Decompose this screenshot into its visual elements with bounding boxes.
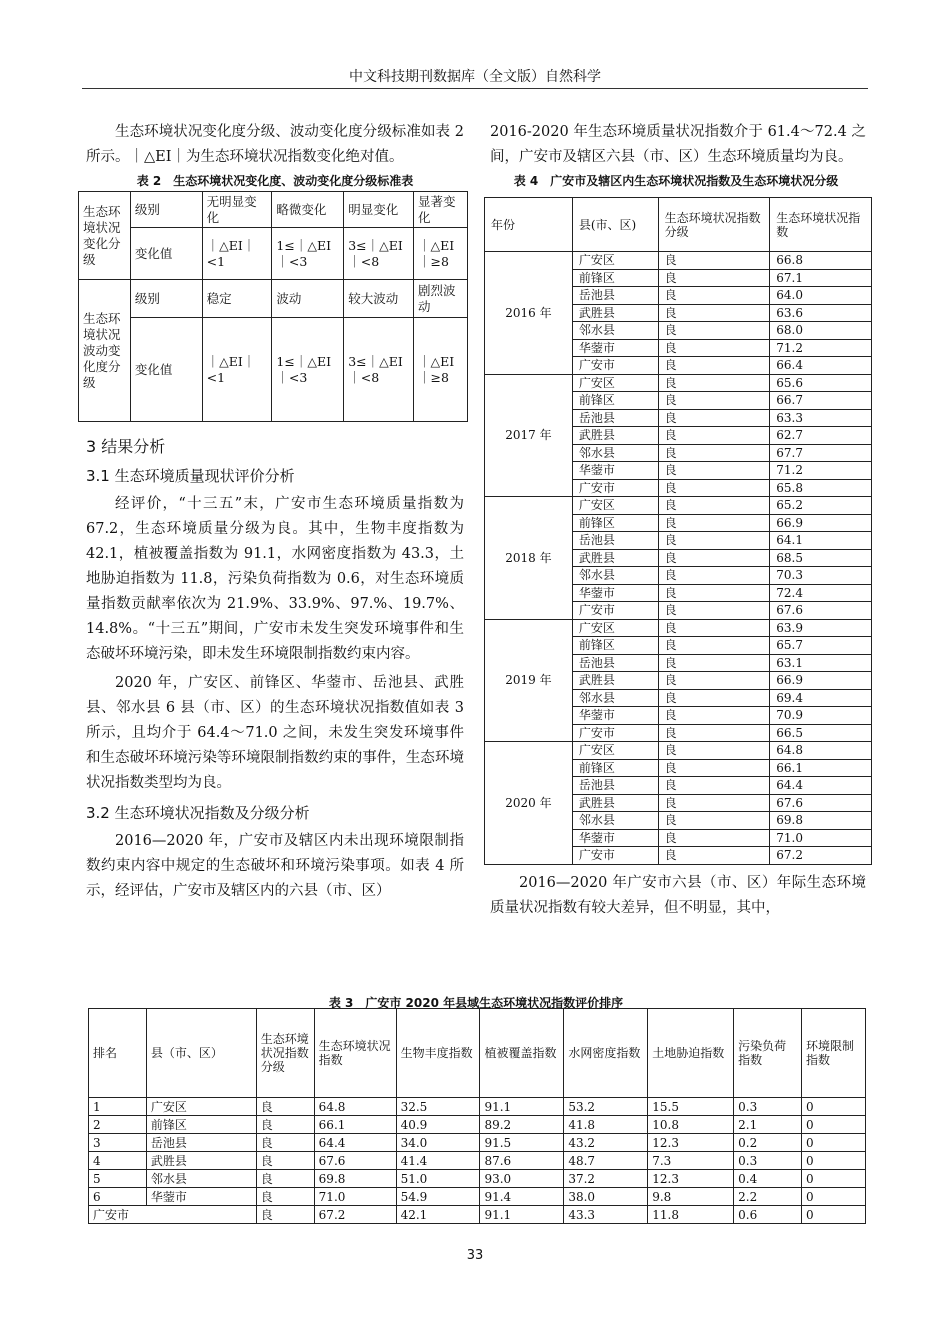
table4-cell: 武胜县 [572,304,658,322]
table3-total-row [89,1206,866,1224]
table4-cell: 68.0 [770,322,872,340]
table4-cell: 良 [658,322,770,340]
table3-cell: 良 [256,1170,314,1188]
table3-header: 环境限制指数 [802,1009,866,1098]
table4-year-cell: 2020 年 [485,742,573,865]
table3-cell: 5 [89,1170,147,1188]
table4-cell: 良 [658,409,770,427]
table3-cell: 0.3 [734,1098,802,1116]
table3-cell: 87.6 [480,1152,564,1170]
table4-cell: 邻水县 [572,567,658,585]
table3-cell: 岳池县 [146,1134,256,1152]
table3-row [89,1152,866,1170]
table4-cell: 良 [658,444,770,462]
table4-cell: 岳池县 [572,532,658,550]
table4-cell: 良 [658,847,770,865]
table4-cell: 岳池县 [572,777,658,795]
table4-cell: 良 [658,462,770,480]
table4-cell: 良 [658,252,770,270]
table4-year-cell: 2016 年 [485,252,573,375]
table2-cell: 波动 [272,280,344,318]
table3-cell: 广安区 [146,1098,256,1116]
table4-cell: 64.1 [770,532,872,550]
table4-header: 县(市、区) [572,198,658,252]
table3-header: 排名 [89,1009,147,1098]
table4-year-cell: 2019 年 [485,619,573,742]
table4-cell: 岳池县 [572,654,658,672]
table4-cell: 广安市 [572,847,658,865]
table4-cell: 63.1 [770,654,872,672]
table3-cell: 41.8 [564,1116,648,1134]
right-top-paragraph: 2016-2020 年生态环境质量状况指数介于 61.4～72.4 之间，广安市及辖区六县（市、区）生态环境质量均为良。 [490,124,866,165]
table3-cell: 67.6 [314,1152,396,1170]
table4-cell: 67.6 [770,602,872,620]
table3-cell: 良 [256,1134,314,1152]
table4-cell: 广安区 [572,497,658,515]
table3-cell: 6 [89,1188,147,1206]
left-column [83,120,464,908]
table2-cell: ｜△EI｜≥8 [414,228,468,280]
table3-cell: 12.3 [648,1134,734,1152]
table2-cell: 级别 [130,280,202,318]
table3-row [89,1134,866,1152]
table3-cell: 0 [802,1170,866,1188]
table4-cell: 良 [658,672,770,690]
table3-cell: 11.8 [648,1206,734,1224]
table3-cell: 66.1 [314,1116,396,1134]
table2-group1-label: 生态环境状况变化分级 [79,192,131,280]
table4-cell: 70.3 [770,567,872,585]
table2-cell: ｜△EI｜≥8 [414,318,468,422]
table3 [88,1008,866,1224]
table4-cell: 66.8 [770,252,872,270]
table3-header: 生物丰度指数 [396,1009,480,1098]
table4-cell: 广安市 [572,357,658,375]
table3-cell: 91.4 [480,1188,564,1206]
table3-cell: 91.1 [480,1098,564,1116]
table3-cell: 40.9 [396,1116,480,1134]
table3-cell: 良 [256,1098,314,1116]
table4-cell: 华蓥市 [572,339,658,357]
table4-cell: 良 [658,777,770,795]
table4-cell: 广安市 [572,479,658,497]
table3-cell: 0 [802,1206,866,1224]
table3-cell: 91.5 [480,1134,564,1152]
table4-year-cell: 2017 年 [485,374,573,497]
table3-cell: 武胜县 [146,1152,256,1170]
table2-cell: 1≤｜△EI｜<3 [272,318,344,422]
table4-cell: 广安区 [572,619,658,637]
table4-cell: 67.1 [770,269,872,287]
table3-row [89,1170,866,1188]
table4-cell: 前锋区 [572,392,658,410]
table4-cell: 良 [658,654,770,672]
header-rule [82,88,868,89]
table4-cell: 良 [658,567,770,585]
table4-cell: 广安市 [572,602,658,620]
table4-cell: 良 [658,742,770,760]
table3-cell: 良 [256,1206,314,1224]
table3-cell: 2.1 [734,1116,802,1134]
table4-cell: 65.6 [770,374,872,392]
table4-header: 年份 [485,198,573,252]
table3-cell: 0.4 [734,1170,802,1188]
paragraph-2: 2020 年，广安区、前锋区、华蓥市、岳池县、武胜县、邻水县 6 县（市、区）的生态环境状况指数值如表 3 所示，且均介于 64.4～71.0 之间，未发生突发环境事件和生态破坏环境污染等环境限制指数约束的事件，生态环境状况指数类型均为良。 [86,675,464,791]
table4-cell: 良 [658,549,770,567]
table3-row [89,1188,866,1206]
table3-cell: 广安市 [89,1206,257,1224]
table2-cell: ｜△EI｜<1 [202,228,272,280]
table4-cell: 广安区 [572,252,658,270]
table3-cell: 43.2 [564,1134,648,1152]
table3-caption: 表 3 广安市 2020 年县域生态环境状况指数评价排序 [328,996,624,1010]
table3-row [89,1098,866,1116]
table4-cell: 良 [658,829,770,847]
table3-cell: 69.8 [314,1170,396,1188]
table3-cell: 前锋区 [146,1116,256,1134]
table4 [484,197,872,865]
table4-cell: 良 [658,304,770,322]
table3-cell: 良 [256,1188,314,1206]
table4-cell: 良 [658,689,770,707]
table3-cell: 7.3 [648,1152,734,1170]
table4-cell: 71.2 [770,339,872,357]
table3-cell: 64.8 [314,1098,396,1116]
table3-cell: 41.4 [396,1152,480,1170]
table3-cell: 53.2 [564,1098,648,1116]
table3-cell: 32.5 [396,1098,480,1116]
table4-cell: 66.9 [770,514,872,532]
right-column [490,120,866,925]
table4-cell: 66.7 [770,392,872,410]
table3-cell: 9.8 [648,1188,734,1206]
table3-header: 植被覆盖指数 [480,1009,564,1098]
table3-cell: 2.2 [734,1188,802,1206]
table4-cell: 广安区 [572,374,658,392]
table2-cell: 明显变化 [344,192,414,228]
section-3-2-title: 3.2 生态环境状况指数及分级分析 [86,804,310,822]
table3-cell: 1 [89,1098,147,1116]
table3-cell: 15.5 [648,1098,734,1116]
table3-cell: 93.0 [480,1170,564,1188]
table2-group2-label: 生态环境状况波动变化度分级 [79,280,131,422]
table4-caption: 表 4 广安市及辖区内生态环境状况指数及生态环境状况分级 [513,174,839,188]
table3-cell: 2 [89,1116,147,1134]
table2-cell: 变化值 [130,318,202,422]
table4-cell: 63.9 [770,619,872,637]
table4-header: 生态环境状况指数分级 [658,198,770,252]
table4-cell: 良 [658,584,770,602]
table3-cell: 0.6 [734,1206,802,1224]
table3-cell: 10.8 [648,1116,734,1134]
table4-cell: 华蓥市 [572,584,658,602]
table4-cell: 62.7 [770,427,872,445]
section-3-1-title: 3.1 生态环境质量现状评价分析 [86,467,295,485]
table4-cell: 良 [658,374,770,392]
table2-cell: 略微变化 [272,192,344,228]
table2-cell: 1≤｜△EI｜<3 [272,228,344,280]
table3-header: 土地胁迫指数 [648,1009,734,1098]
table3-header: 污染负荷指数 [734,1009,802,1098]
table4-cell: 良 [658,497,770,515]
table4-cell: 前锋区 [572,637,658,655]
table2-cell: 级别 [130,192,202,228]
table4-cell: 良 [658,707,770,725]
table3-cell: 良 [256,1116,314,1134]
table4-cell: 良 [658,269,770,287]
right-bottom-paragraph: 2016—2020 年广安市六县（市、区）年际生态环境质量状况指数有较大差异，但不明显，其中， [490,874,866,916]
table4-cell: 64.4 [770,777,872,795]
table3-cell: 38.0 [564,1188,648,1206]
table4-cell: 66.4 [770,357,872,375]
table4-year-cell: 2018 年 [485,497,573,620]
table4-cell: 邻水县 [572,444,658,462]
table3-cell: 0 [802,1098,866,1116]
table2-cell: 较大波动 [344,280,414,318]
table3-cell: 71.0 [314,1188,396,1206]
table3-cell: 91.1 [480,1206,564,1224]
table4-cell: 64.8 [770,742,872,760]
table4-cell: 65.7 [770,637,872,655]
table4-cell: 64.0 [770,287,872,305]
table3-cell: 37.2 [564,1170,648,1188]
table4-cell: 良 [658,427,770,445]
table4-cell: 良 [658,619,770,637]
table4-cell: 邻水县 [572,322,658,340]
table3-cell: 67.2 [314,1206,396,1224]
table3-cell: 51.0 [396,1170,480,1188]
table4-cell: 66.5 [770,724,872,742]
table4-header: 生态环境状况指数 [770,198,872,252]
table3-cell: 89.2 [480,1116,564,1134]
table3-cell: 12.3 [648,1170,734,1188]
table4-cell: 71.0 [770,829,872,847]
table4-cell: 前锋区 [572,759,658,777]
table3-header: 县（市、区） [146,1009,256,1098]
table2-cell: 无明显变化 [202,192,272,228]
table3-cell: 64.4 [314,1134,396,1152]
table4-cell: 邻水县 [572,689,658,707]
table4-cell: 武胜县 [572,549,658,567]
table3-cell: 0 [802,1116,866,1134]
table3-header: 生态环境状况指数分级 [256,1009,314,1098]
table3-cell: 54.9 [396,1188,480,1206]
table4-cell: 良 [658,602,770,620]
table4-cell: 67.7 [770,444,872,462]
table2 [78,191,468,422]
table4-cell: 63.3 [770,409,872,427]
table4-cell: 良 [658,514,770,532]
table4-cell: 69.4 [770,689,872,707]
table4-cell: 华蓥市 [572,707,658,725]
table4-cell: 66.1 [770,759,872,777]
table3-cell: 良 [256,1152,314,1170]
table4-cell: 良 [658,637,770,655]
section-3-title: 3 结果分析 [86,437,166,456]
table4-cell: 良 [658,392,770,410]
table3-cell: 48.7 [564,1152,648,1170]
table4-cell: 良 [658,357,770,375]
table3-cell: 34.0 [396,1134,480,1152]
table3-cell: 华蓥市 [146,1188,256,1206]
paragraph-3: 2016—2020 年，广安市及辖区内未出现环境限制指数约束内容中规定的生态破坏和环境污染事项。如表 4 所示，经评估，广安市及辖区内的六县（市、区） [86,833,464,899]
table3-header: 水网密度指数 [564,1009,648,1098]
table4-cell: 良 [658,479,770,497]
table2-caption: 表 2 生态环境状况变化度、波动变化度分级标准表 [136,174,414,188]
paragraph-1: 经评价，“十三五”末，广安市生态环境质量指数为 67.2，生态环境质量分级为良。其中，生物丰度指数为 42.1，植被覆盖指数为 91.1，水网密度指数为 43.3，土地胁迫指数为 11.8，污染负荷指数为 0.6，对生态环境质量指数贡献率依次为 21.9%、33.9%、97.%、19.7%、14.8%。“十三五”期间，广安市未发生突发环境事件和生态破坏环境污染，即未发生环境限制指数约束内容。 [86,496,464,662]
table3-cell: 42.1 [396,1206,480,1224]
table4-row [485,742,872,760]
table4-cell: 65.2 [770,497,872,515]
table4-row [485,252,872,270]
table4-cell: 71.2 [770,462,872,480]
table4-cell: 广安区 [572,742,658,760]
table4-row [485,374,872,392]
table4-cell: 72.4 [770,584,872,602]
page-number: 33 [466,1248,484,1263]
table4-cell: 华蓥市 [572,829,658,847]
table4-cell: 广安市 [572,724,658,742]
table2-cell: 变化值 [130,228,202,280]
table4-cell: 良 [658,339,770,357]
table4-cell: 68.5 [770,549,872,567]
table4-cell: 良 [658,287,770,305]
table4-cell: 70.9 [770,707,872,725]
table3-cell: 0 [802,1188,866,1206]
table4-cell: 66.9 [770,672,872,690]
table3-header: 生态环境状况指数 [314,1009,396,1098]
table4-cell: 前锋区 [572,514,658,532]
intro-paragraph: 生态环境状况变化度分级、波动变化度分级标准如表 2 所示。｜△EI｜为生态环境状况指数变化绝对值。 [86,124,464,165]
table3-cell: 0 [802,1152,866,1170]
table2-cell: 3≤｜△EI｜<8 [344,318,414,422]
table3-cell: 3 [89,1134,147,1152]
table4-cell: 65.8 [770,479,872,497]
table4-cell: 良 [658,759,770,777]
table3-cell: 0.3 [734,1152,802,1170]
table4-row [485,619,872,637]
table3-cell: 邻水县 [146,1170,256,1188]
table2-cell: 显著变化 [414,192,468,228]
table3-cell: 0.2 [734,1134,802,1152]
table4-cell: 67.2 [770,847,872,865]
table4-cell: 武胜县 [572,794,658,812]
table2-cell: 稳定 [202,280,272,318]
table4-cell: 华蓥市 [572,462,658,480]
journal-header: 中文科技期刊数据库（全文版）自然科学 [349,69,601,85]
table4-cell: 邻水县 [572,812,658,830]
table4-cell: 67.6 [770,794,872,812]
table3-cell: 43.3 [564,1206,648,1224]
table2-cell: 3≤｜△EI｜<8 [344,228,414,280]
table2-cell: ｜△EI｜<1 [202,318,272,422]
table4-cell: 武胜县 [572,672,658,690]
table4-cell: 武胜县 [572,427,658,445]
table4-cell: 前锋区 [572,269,658,287]
table2-cell: 剧烈波动 [414,280,468,318]
table4-cell: 岳池县 [572,409,658,427]
table3-cell: 0 [802,1134,866,1152]
table4-cell: 69.8 [770,812,872,830]
table4-cell: 岳池县 [572,287,658,305]
table4-cell: 良 [658,794,770,812]
table4-cell: 良 [658,724,770,742]
table3-cell: 4 [89,1152,147,1170]
table4-cell: 63.6 [770,304,872,322]
table3-row [89,1116,866,1134]
table4-row [485,497,872,515]
table4-cell: 良 [658,812,770,830]
table4-cell: 良 [658,532,770,550]
